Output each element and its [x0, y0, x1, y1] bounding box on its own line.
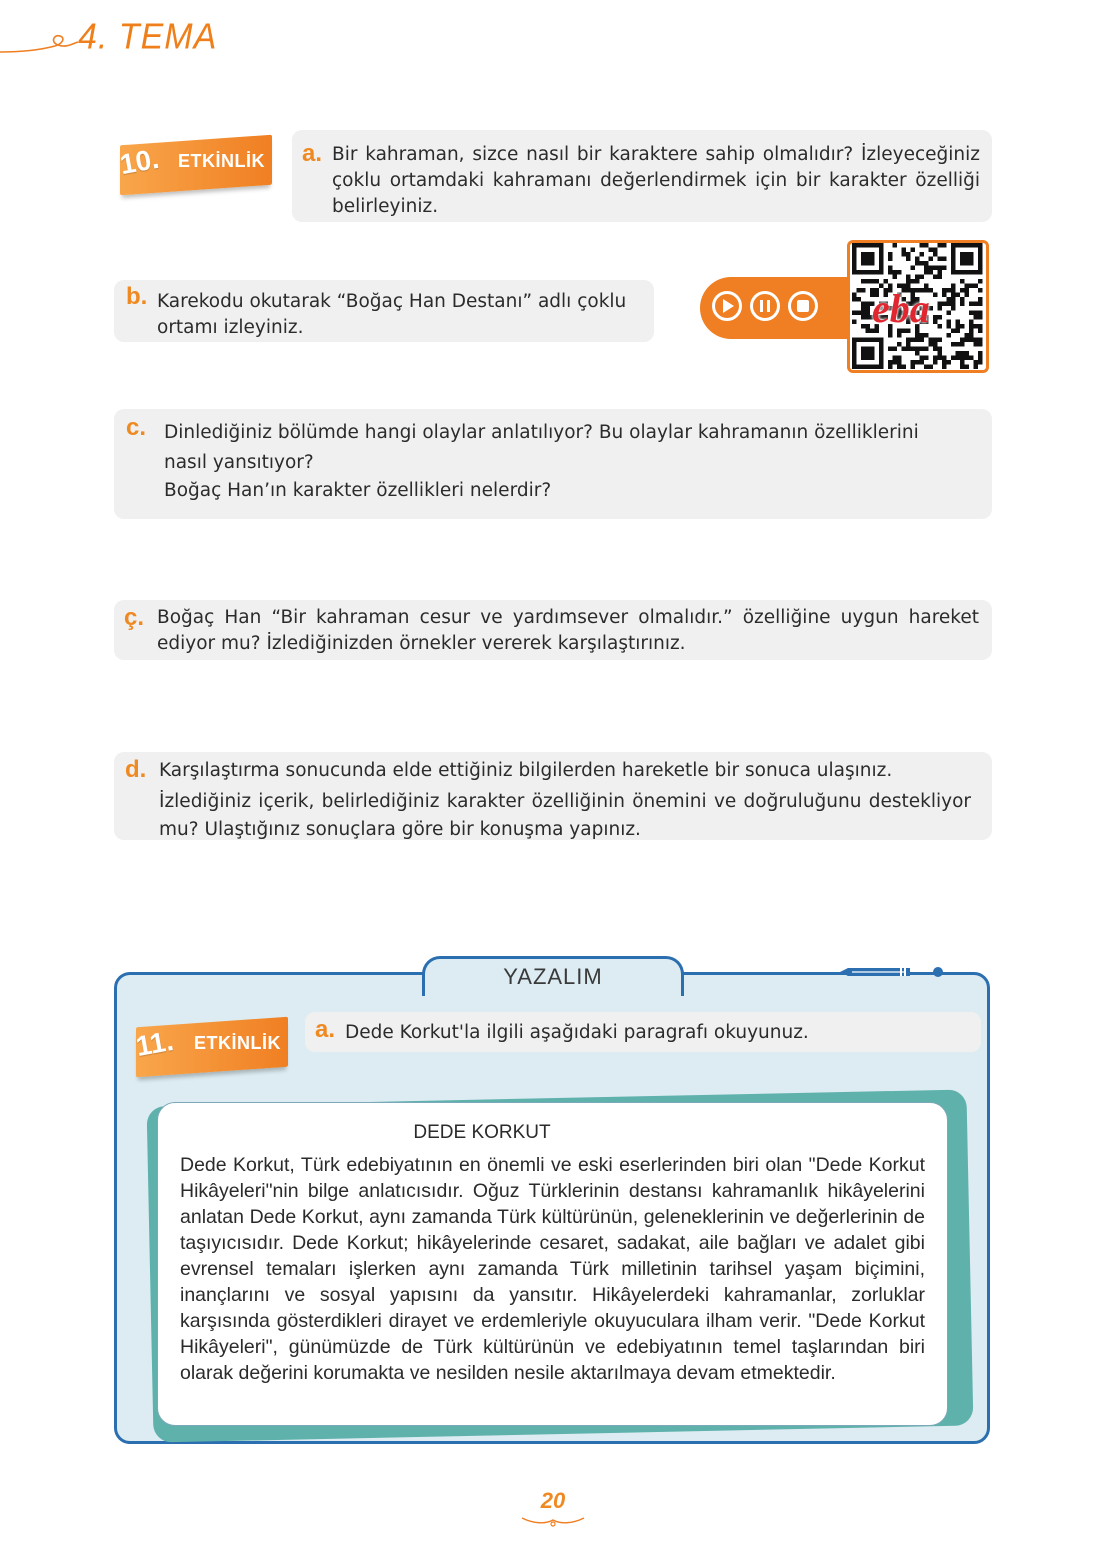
theme-swirl-decoration — [0, 30, 80, 60]
page-number: 20 — [540, 1488, 566, 1513]
question-cc-text: Boğaç Han “Bir kahraman cesur ve yardımsever olmalıdır.” özelliğine uygun hareket ediyor mu? İzlediğinizden örnekler vererek karşılaştırınız. — [157, 607, 979, 654]
question-c-text-1: Dinlediğiniz bölümde hangi olaylar anlatılıyor? Bu olaylar kahramanın özelliklerini nasıl yansıtıyor? — [164, 422, 919, 473]
question-d-text-2: İzlediğiniz içerik, belirlediğiniz karakter özelliğinin önemini ve doğruluğunu destekliyor mu? Ulaştığınız sonuçlara göre bir konuşma yapınız. — [159, 791, 971, 840]
pencil-icon — [838, 962, 948, 982]
reading-body: Dede Korkut, Türk edebiyatının en önemli ve eski eserlerinden biri olan "Dede Korkut Hikâyeleri"nin bilge anlatıcısıdır. Oğuz Türklerinin destansı kahramanlık hikâyelerini anlatan Dede Korkut, aynı zamanda Türk kültürünün, geleneklerinin ve değerlerinin de taşıyıcısıdır. Dede Korkut; hikâyelerinde cesaret, sadakat, aile bağları ve adalet gibi evrensel temaları işlerken aynı zamanda Türk milletinin tarihsel yaşam biçimini, inançlarını ve sosyal yapısını da yansıtır. Hikâyelerdeki kahramanlar, zorluklar karşısında gösterdikleri dirayet ve erdemleriyle okuyuculara ilham verir. "Dede Korkut Hikâyeleri", günümüzde de Türk kültürünün ve edebiyatının temel taşlarından biri olarak değerini korumakta ve nesilden nesile aktarılmaya devam etmektedir. — [180, 1154, 925, 1384]
question-letter-c: c. — [126, 414, 147, 441]
question-c-text-2: Boğaç Han’ın karakter özellikleri nelerdir? — [164, 480, 552, 501]
stop-icon[interactable] — [788, 291, 818, 321]
question-b-text: Karekodu okutarak “Boğaç Han Destanı” adlı çoklu ortamı izleyiniz. — [157, 291, 627, 338]
theme-title: 4. TEMA — [78, 17, 218, 57]
page-number-swirl — [520, 1512, 586, 1528]
activity-badge-11 — [128, 1014, 296, 1086]
question-a-text: Bir kahraman, sizce nasıl bir karaktere sahip olmalıdır? İzleyeceğiniz çoklu ortamdaki kahramanı değerlendirmek için bir karakter özelliği belirleyiniz. — [332, 144, 980, 217]
question-letter-cc: ç. — [124, 604, 145, 631]
activity-badge-10 — [112, 132, 280, 204]
activity-number: 11. — [133, 1024, 176, 1063]
activity-label: ETKİNLİK — [178, 151, 265, 171]
question-d-text-1: Karşılaştırma sonucunda elde ettiğiniz bilgilerden hareketle bir sonuca ulaşınız. — [159, 760, 893, 781]
question-letter-a: a. — [302, 140, 323, 167]
pause-icon[interactable] — [750, 291, 780, 321]
activity-label: ETKİNLİK — [194, 1033, 281, 1053]
question-letter-d: d. — [125, 756, 147, 783]
qr-code[interactable] — [847, 240, 989, 373]
question-letter-b: b. — [126, 283, 148, 310]
yazalim-title: YAZALIM — [503, 964, 603, 989]
question-11a-text: Dede Korkut'la ilgili aşağıdaki paragrafı okuyunuz. — [345, 1022, 809, 1043]
media-controls — [700, 277, 848, 339]
reading-title: DEDE KORKUT — [413, 1122, 551, 1143]
play-icon[interactable] — [712, 291, 742, 321]
eba-logo: eba — [872, 286, 930, 331]
activity-number: 10. — [117, 142, 162, 181]
question-letter-11a: a. — [315, 1016, 336, 1043]
